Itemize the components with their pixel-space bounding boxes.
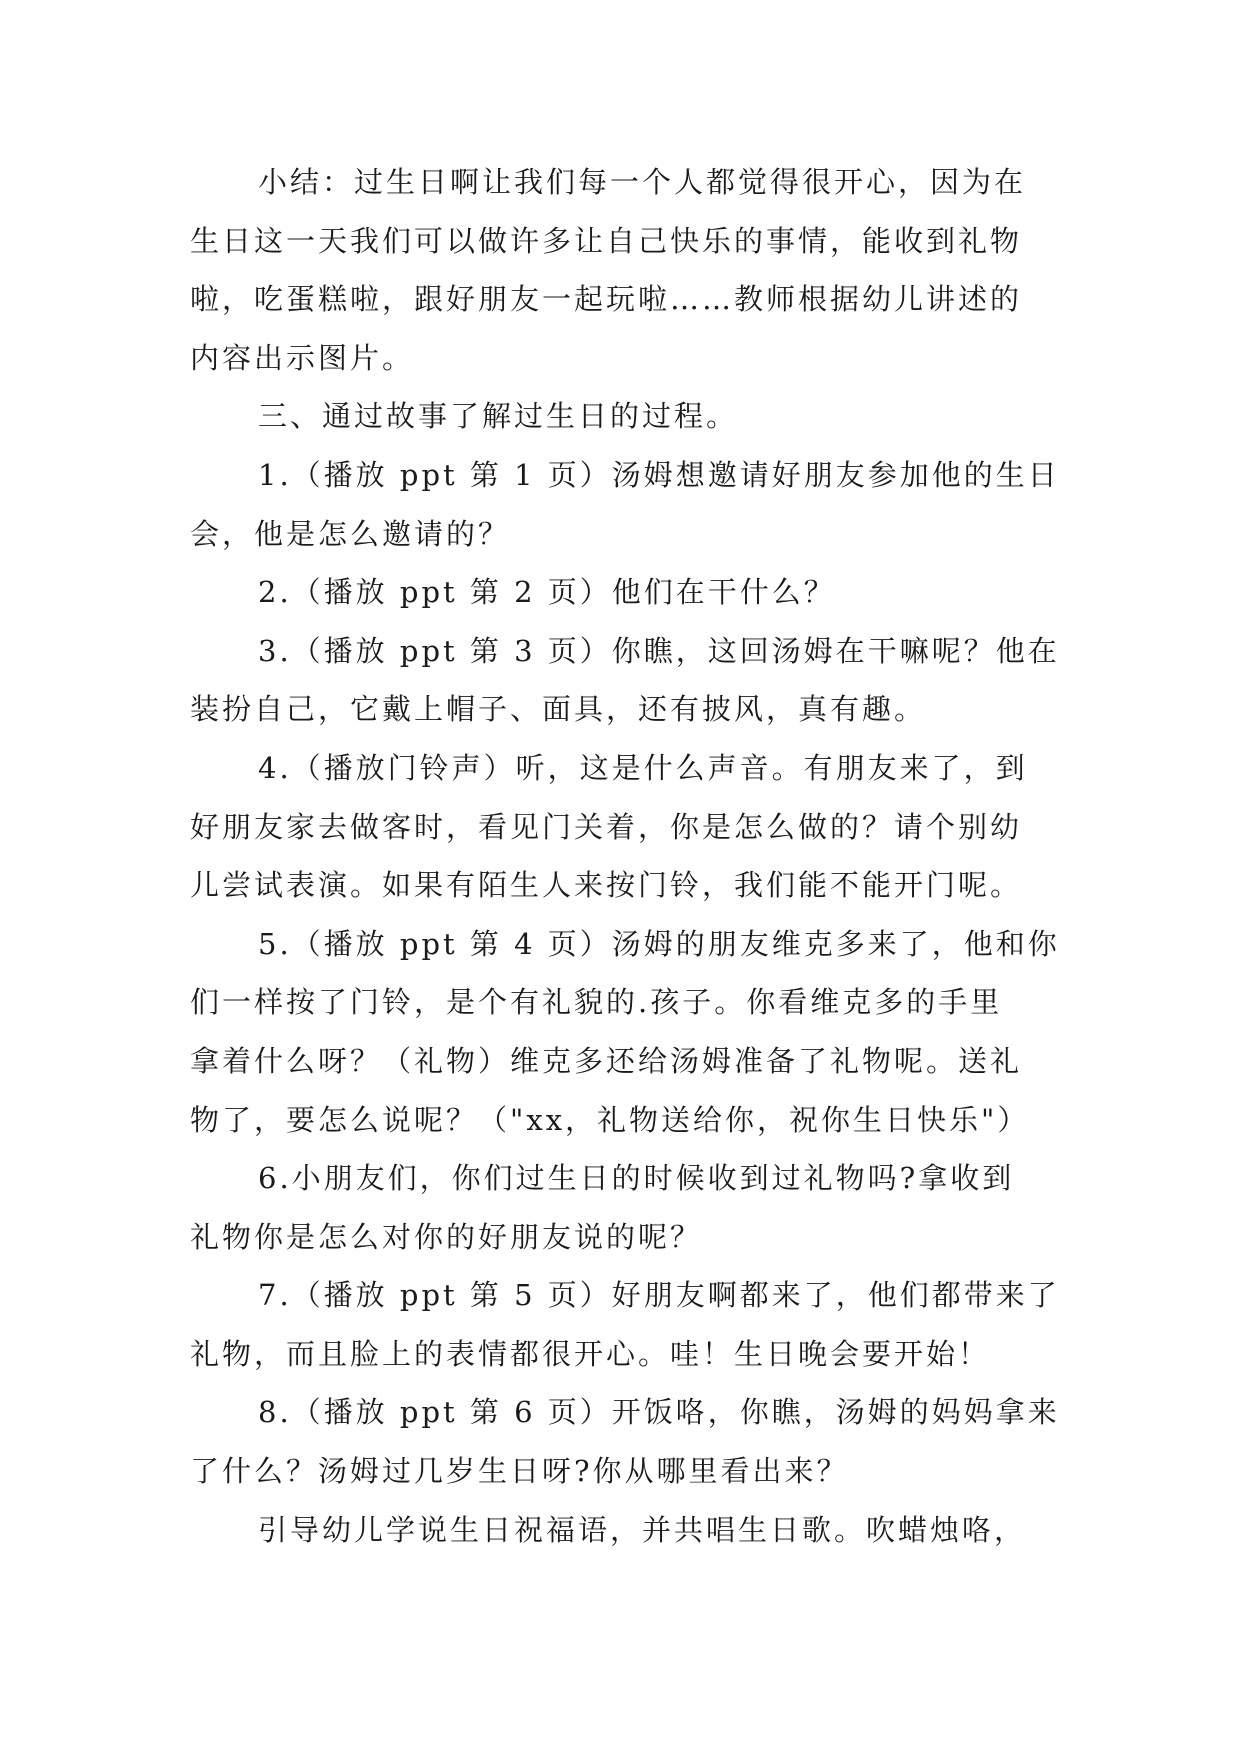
text-line: 6.小朋友们，你们过生日的时候收到过礼物吗?拿收到 xyxy=(258,1161,1015,1196)
text-line: 4.（播放门铃声）听，这是什么声音。有朋友来了，到 xyxy=(258,750,1028,785)
text-line: 2.（播放 ppt 第 2 页）他们在干什么？ xyxy=(258,575,836,610)
text-line: 生日这一天我们可以做许多让自己快乐的事情，能收到礼物 xyxy=(190,223,1023,258)
text-line: 引导幼儿学说生日祝福语，并共唱生日歌。吹蜡烛咯， xyxy=(258,1512,1027,1547)
text-line: 1.（播放 ppt 第 1 页）汤姆想邀请好朋友参加他的生日 xyxy=(258,457,1060,492)
text-line: 7.（播放 ppt 第 5 页）好朋友啊都来了，他们都带来了 xyxy=(258,1278,1060,1313)
text-line: 拿着什么呀？（礼物）维克多还给汤姆准备了礼物呢。送礼 xyxy=(190,1043,1023,1078)
text-line: 们一样按了门铃，是个有礼貌的.孩子。你看维克多的手里 xyxy=(190,985,1003,1020)
text-line: 了什么？汤姆过几岁生日呀?你从哪里看出来？ xyxy=(190,1454,849,1489)
text-line: 8.（播放 ppt 第 6 页）开饭咯，你瞧，汤姆的妈妈拿来 xyxy=(258,1395,1060,1430)
text-line: 儿尝试表演。如果有陌生人来按门铃，我们能不能开门呢。 xyxy=(190,868,1023,903)
text-line: 物了，要怎么说呢？（"xx，礼物送给你，祝你生日快乐"） xyxy=(190,1102,1030,1137)
text-line: 内容出示图片。 xyxy=(190,340,415,375)
text-line: 小结：过生日啊让我们每一个人都觉得很开心，因为在 xyxy=(258,165,1027,199)
text-line: 啦，吃蛋糕啦，跟好朋友一起玩啦……教师根据幼儿讲述的 xyxy=(190,282,1023,317)
text-line: 会，他是怎么邀请的？ xyxy=(190,516,511,551)
document-body xyxy=(190,153,1060,1559)
text-line: 礼物你是怎么对你的好朋友说的呢？ xyxy=(190,1219,703,1254)
text-line: 3.（播放 ppt 第 3 页）你瞧，这回汤姆在干嘛呢？他在 xyxy=(258,633,1060,668)
text-line: 5.（播放 ppt 第 4 页）汤姆的朋友维克多来了，他和你 xyxy=(258,926,1060,961)
text-line: 好朋友家去做客时，看见门关着，你是怎么做的？请个别幼 xyxy=(190,809,1023,844)
text-line: 装扮自己，它戴上帽子、面具，还有披风，真有趣。 xyxy=(190,692,927,727)
section-heading: 三、通过故事了解过生日的过程。 xyxy=(258,399,739,434)
text-line: 礼物，而且脸上的表情都很开心。哇！生日晚会要开始！ xyxy=(190,1336,991,1371)
